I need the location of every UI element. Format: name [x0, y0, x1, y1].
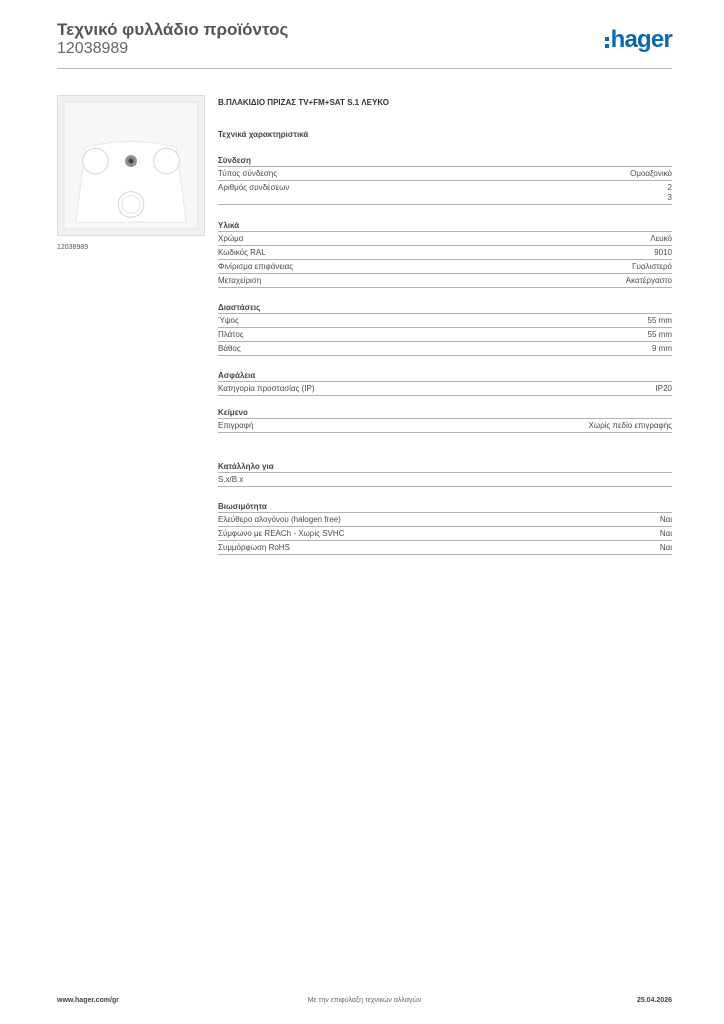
- spec-value: Ακατέργαστο: [625, 276, 672, 285]
- section-title: Διαστάσεις: [218, 302, 672, 314]
- spec-label: Πλάτος: [218, 330, 244, 339]
- hager-logo: [605, 28, 672, 52]
- spec-label: Χρώμα: [218, 234, 244, 243]
- spec-label: Σύμφωνο με REACh - Χωρίς SVHC: [218, 529, 345, 538]
- spec-label: Αριθμός συνδέσεων: [218, 183, 290, 192]
- spec-value: IP20: [655, 384, 672, 393]
- socket-cover-plate-icon: [58, 96, 204, 235]
- product-image: [57, 95, 205, 236]
- spec-heading: Τεχνικά χαρακτηριστικά: [218, 130, 309, 139]
- spec-value: 55 mm: [647, 316, 672, 325]
- spec-value: Ναι: [659, 515, 672, 524]
- section-sustainability: [218, 501, 672, 555]
- page-title: Τεχνικό φυλλάδιο προϊόντος: [57, 20, 289, 39]
- image-caption: 12038989: [57, 244, 89, 251]
- spec-row: [218, 232, 672, 246]
- footer-website-link[interactable]: www.hager.com/gr: [57, 997, 119, 1004]
- spec-label: Κατηγορία προστασίας (IP): [218, 384, 315, 393]
- spec-row: [218, 541, 672, 555]
- section-dimensions: [218, 302, 672, 356]
- section-title: Ασφάλεια: [218, 370, 672, 382]
- spec-row: [218, 513, 672, 527]
- spec-value: Ναι: [659, 529, 672, 538]
- spec-value: Χωρίς πεδίο επιγραφής: [588, 421, 672, 430]
- spec-value: Λευκό: [650, 234, 672, 243]
- spec-label: Συμμόρφωση RoHS: [218, 543, 290, 552]
- section-suitable-for: [218, 461, 672, 487]
- spec-label: Κωδικός RAL: [218, 248, 266, 257]
- spec-row: [218, 419, 672, 433]
- product-number: 12038989: [57, 40, 129, 57]
- footer-date: 25.04.2026: [636, 997, 672, 1004]
- spec-row: [218, 328, 672, 342]
- section-title: Κατάλληλο για: [218, 461, 672, 473]
- spec-value: Ναι: [659, 543, 672, 552]
- section-title: Υλικά: [218, 220, 672, 232]
- product-name: Β.ΠΛΑΚΙΔΙΟ ΠΡΙΖΑΣ TV+FM+SAT S.1 ΛΕΥΚΟ: [218, 98, 389, 107]
- section-safety: [218, 370, 672, 396]
- spec-label: Μεταχείριση: [218, 276, 262, 285]
- section-title: Βιωσιμότητα: [218, 501, 672, 513]
- spec-value: [668, 183, 672, 203]
- spec-row: [218, 527, 672, 541]
- spec-value-line: 2: [667, 183, 672, 192]
- spec-label: Βάθος: [218, 344, 241, 353]
- spec-row: [218, 260, 672, 274]
- section-title: Σύνδεση: [218, 155, 672, 167]
- logo-dots-icon: [605, 37, 609, 48]
- spec-label: Ύψος: [218, 316, 239, 325]
- spec-value: 9 mm: [652, 344, 672, 353]
- spec-value: Γυαλιστερό: [632, 262, 672, 271]
- spec-row: [218, 246, 672, 260]
- page-header: [57, 20, 672, 69]
- section-text: [218, 407, 672, 433]
- section-materials: [218, 220, 672, 288]
- spec-label: Ελεύθερο αλογόνου (halogen free): [218, 515, 341, 524]
- spec-row: [218, 314, 672, 328]
- spec-row: [218, 167, 672, 181]
- spec-row: [218, 342, 672, 356]
- spec-label: Φινίρισμα επιφάνειας: [218, 262, 294, 271]
- spec-value: 9010: [654, 248, 672, 257]
- spec-row: [218, 181, 672, 205]
- spec-row: [218, 473, 672, 487]
- footer-notice: Με την επιφύλαξη τεχνικών αλλαγών: [307, 997, 422, 1004]
- spec-value: 55 mm: [647, 330, 672, 339]
- spec-value-line: 3: [667, 193, 672, 202]
- section-connection: [218, 155, 672, 205]
- spec-value: Ομοαξονικό: [630, 169, 672, 178]
- spec-row: [218, 382, 672, 396]
- spec-row: [218, 274, 672, 288]
- logo-text: hager: [610, 26, 672, 53]
- spec-label: Επιγραφή: [218, 421, 254, 430]
- spec-label: S.x/B.x: [218, 475, 244, 484]
- section-title: Κείμενο: [218, 407, 672, 419]
- spec-label: Τύπος σύνδεσης: [218, 169, 278, 178]
